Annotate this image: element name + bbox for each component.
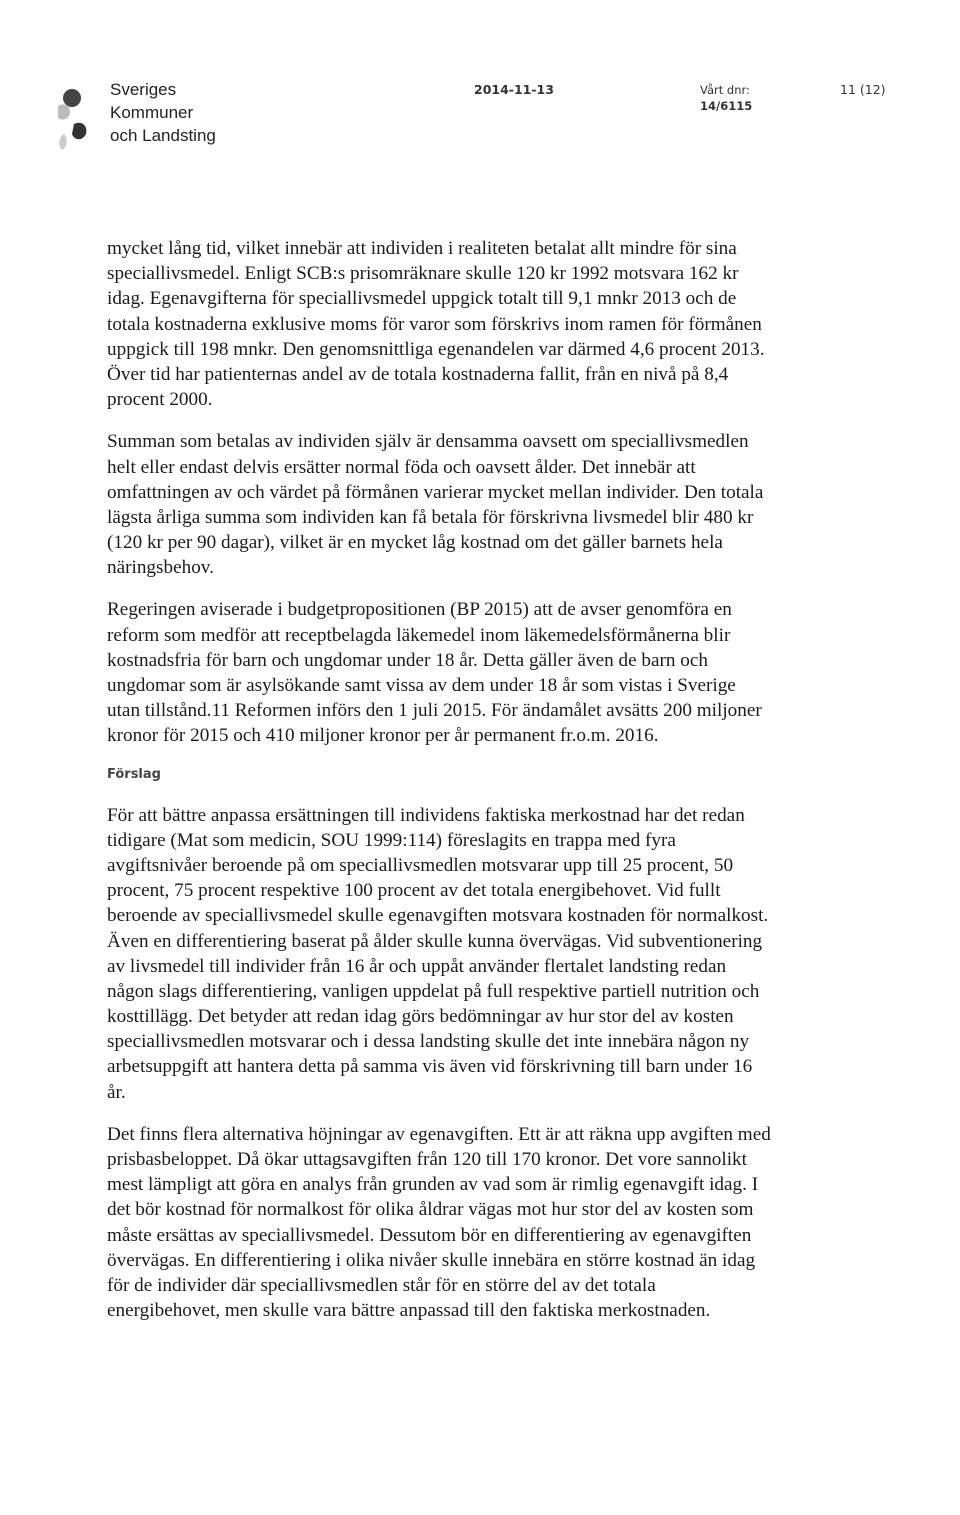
text-line: utan tillstånd.11 Reformen införs den 1 juli 2015. För ändamålet avsätts 200 miljoner [107, 700, 762, 722]
text-line: ungdomar som är asylsökande samt vissa av dem under 18 år som vistas i Sverige [107, 675, 736, 696]
organization-name [110, 78, 216, 147]
text-line: Summan som betalas av individen själv är densamma oavsett om speciallivsmedlen [107, 431, 749, 453]
page-number: 11 (12) [840, 82, 886, 97]
text-line: avgiftsnivåer beroende på om speciallivsmedlen motsvarar upp till 25 procent, 50 [107, 854, 734, 876]
text-line: för de individer där speciallivsmedlen står för en större del av det totala [107, 1274, 656, 1296]
text-line: procent, 75 procent respektive 100 procent av det totala energibehovet. Vid fullt [107, 880, 721, 902]
skl-logo-icon [44, 72, 114, 162]
text-line: uppgick till 198 mnkr. Den genomsnittliga egenandelen var därmed 4,6 procent 2013. [107, 338, 765, 360]
text-line: beroende av speciallivsmedel skulle egenavgiften motsvara kostnaden för normalkost. [107, 905, 769, 927]
org-line: och Landsting [110, 126, 216, 145]
text-line: speciallivsmedlen motsvarar och i dessa landsting skulle det inte innebära någon ny [107, 1031, 750, 1053]
org-line: Kommuner [110, 103, 194, 122]
text-line: reform som medför att receptbelagda läkemedel inom läkemedelsförmånerna blir [107, 624, 731, 646]
text-line: år. [107, 1081, 126, 1103]
text-line: prisbasbeloppet. Då ökar uttagsavgiften från 120 till 170 kronor. Det vore sannolikt [107, 1149, 747, 1170]
text-line: måste ersättas av speciallivsmedel. Dessutom bör en differentiering av egenavgiften [107, 1224, 752, 1246]
text-line: mycket lång tid, vilket innebär att individen i realiteten betalat allt mindre för sina [107, 238, 737, 259]
text-line: procent 2000. [107, 389, 213, 411]
text-line: kostnadsfria för barn och ungdomar under 18 år. Detta gäller även de barn och [107, 649, 708, 671]
document-body [107, 236, 827, 1340]
reference-label: Vårt dnr: [700, 83, 750, 97]
text-line: För att bättre anpassa ersättningen till individens faktiska merkostnad har det redan [107, 804, 745, 826]
text-line: Över tid har patienternas andel av de totala kostnaderna fallit, från en nivå på 8,4 [107, 363, 729, 385]
text-line: Även en differentiering baserat på ålder skulle kunna övervägas. Vid subventionering [107, 930, 763, 952]
text-line: (120 kr per 90 dagar), vilket är en mycket låg kostnad om det gäller barnets hela [107, 532, 723, 554]
paragraph [107, 597, 827, 748]
text-line: näringsbehov. [107, 557, 214, 579]
text-line: av livsmedel till individer från 16 år och uppåt använder flertalet landsting redan [107, 955, 727, 977]
text-line: lägsta årliga summa som individen kan få betala för förskrivna livsmedel blir 480 kr [107, 506, 754, 528]
text-line: Det finns flera alternativa höjningar av egenavgiften. Ett är att räkna upp avgiften med [107, 1123, 771, 1145]
text-line: omfattningen av och värdet på förmånen varierar mycket mellan individer. Den totala [107, 481, 764, 503]
text-line: idag. Egenavgifterna för speciallivsmedel uppgick totalt till 9,1 mnkr 2013 och de [107, 288, 737, 310]
text-line: det bör kostnad för normalkost för olika åldrar vägas mot hur stor del av kosten som [107, 1199, 754, 1221]
page-header [0, 0, 960, 180]
text-line: någon slags differentiering, vanligen uppdelat på full respektive partiell nutrition och [107, 980, 760, 1002]
section-heading: Förslag [107, 766, 161, 782]
paragraph [107, 803, 827, 1105]
text-line: tidigare (Mat som medicin, SOU 1999:114) föreslagits en trappa med fyra [107, 829, 676, 851]
text-line: arbetsuppgift att hantera detta på samma vis även vid förskrivning till barn under 16 [107, 1056, 753, 1078]
text-line: kosttillägg. Det betyder att redan idag görs bedömningar av hur stor del av kosten [107, 1006, 734, 1028]
text-line: kronor för 2015 och 410 miljoner kronor per år permanent fr.o.m. 2016. [107, 725, 659, 747]
reference-number [700, 82, 752, 114]
text-line: energibehovet, men skulle vara bättre anpassad till den faktiska merkostnaden. [107, 1300, 711, 1322]
paragraph [107, 1122, 827, 1324]
paragraph [107, 236, 827, 412]
reference-value: 14/6115 [700, 99, 753, 113]
text-line: totala kostnaderna exklusive moms för varor som förskrivs inom ramen för förmånen [107, 313, 762, 335]
text-line: speciallivsmedel. Enligt SCB:s prisomräknare skulle 120 kr 1992 motsvara 162 kr [107, 263, 739, 285]
text-line: Regeringen aviserade i budgetpropositionen (BP 2015) att de avser genomföra en [107, 599, 732, 621]
text-line: helt eller endast delvis ersätter normal föda och oavsett ålder. Det innebär att [107, 456, 696, 478]
paragraph [107, 429, 827, 580]
document-date: 2014-11-13 [474, 82, 554, 97]
org-line: Sveriges [110, 80, 177, 99]
text-line: övervägas. En differentiering i olika nivåer skulle innebära en större kostnad än idag [107, 1249, 756, 1271]
text-line: mest lämpligt att göra en analys från grunden av vad som är rimlig egenavgift idag. I [107, 1174, 759, 1196]
